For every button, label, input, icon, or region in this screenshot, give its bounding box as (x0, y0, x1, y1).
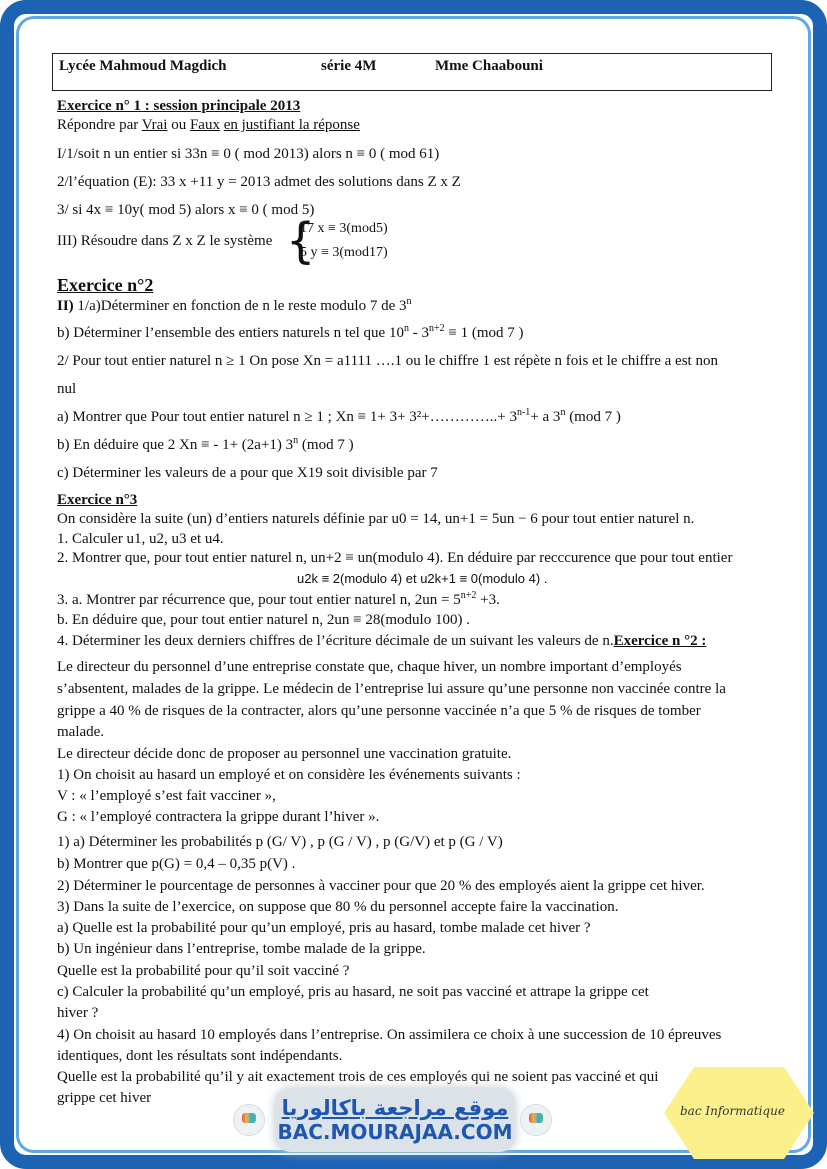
ex4-p20: Quelle est la probabilité qu’il y ait exactement trois de ces employés qui ne soient pas vacciné et qui (57, 1069, 659, 1085)
ex2-l3: 2/ Pour tout entier naturel n ≥ 1 On pose Xn = a1111 ….1 ou le chiffre 1 est répète n fois et le chiffre a est non (57, 353, 718, 369)
ex1-q2: 2/l’équation (E): 33 x +11 y = 2013 admet des solutions dans Z x Z (57, 174, 461, 190)
system-brace: { (286, 211, 316, 269)
ex3-l3: 2. Montrer que, pour tout entier naturel n, un+2 ≡ un(modulo 4). En déduire par recccurence que pour tout entier (57, 550, 733, 566)
site-url-link[interactable]: BAC.MOURAJAA.COM (277, 1120, 513, 1144)
ex4-p21: grippe cet hiver (57, 1090, 152, 1106)
site-logo-right-icon (520, 1104, 552, 1136)
ex1-instructions: Répondre par Vrai ou Faux en justifiant la réponse (57, 117, 360, 133)
ex4-p1: Le directeur du personnel d’une entreprise constate que, chaque hiver, un nombre important d’employés (57, 659, 682, 675)
site-name-arabic[interactable]: موقع مراجعة باكالوريا (281, 1096, 509, 1120)
ex2-l7: c) Déterminer les valeurs de a pour que X19 soit divisible par 7 (57, 465, 438, 481)
system-eq2: 5 y ≡ 3(mod17) (300, 245, 388, 260)
ex4-p16: c) Calculer la probabilité qu’un employé, pris au hasard, ne soit pas vacciné et attrape la grippe cet (57, 984, 649, 1000)
ex2-l6: b) En déduire que 2 Xn ≡ - 1+ (2a+1) 3$^n$ (mod 7 ) (57, 435, 354, 453)
ex1-q4: III) Résoudre dans Z x Z le système (57, 233, 273, 249)
ex3-l2: 1. Calculer u1, u2, u3 et u4. (57, 531, 224, 547)
ex4-p9: 1) a) Déterminer les probabilités p (G/ V) , p (G / V) , p (G/V) et p (G / V) (57, 834, 503, 850)
ex4-p7: V : « l’employé s’est fait vacciner », (57, 788, 276, 804)
ex4-p18: 4) On choisit au hasard 10 employés dans l’entreprise. On assimilera ce choix à une succession de 10 épreuves (57, 1027, 722, 1043)
ex4-p13: a) Quelle est la probabilité pour qu’un employé, pris au hasard, tombe malade cet hiver ? (57, 920, 591, 936)
ex4-p2: s’absentent, malades de la grippe. Le médecin de l’entreprise lui assure qu’une personne non vaccinée contre la (57, 681, 726, 697)
ex3-l1: On considère la suite (un) d’entiers naturels définie par u0 = 14, un+1 = 5un − 6 pour tout entier naturel n. (57, 511, 695, 527)
ex4-p11: 2) Déterminer le pourcentage de personnes à vacciner pour que 20 % des employés aient la grippe cet hiver. (57, 878, 705, 894)
serie-label: série 4M (321, 58, 377, 74)
ex4-p6: 1) On choisit au hasard un employé et on considère les événements suivants : (57, 767, 521, 783)
header-box (52, 53, 772, 91)
ex4-p12: 3) Dans la suite de l’exercice, on suppose que 80 % du personnel accepte faire la vaccination. (57, 899, 619, 915)
ex4-p15: Quelle est la probabilité pour qu’il soit vacciné ? (57, 963, 350, 979)
ex3-l7: 4. Déterminer les deux derniers chiffres de l’écriture décimale de un suivant les valeurs de n.Exercice n °2 : (57, 633, 707, 649)
system-eq1: 17 x ≡ 3(mod5) (300, 221, 388, 236)
site-logo-left-icon (233, 1104, 265, 1136)
ex4-p8: G : « l’employé contractera la grippe durant l’hiver ». (57, 809, 380, 825)
ex4-p19: identiques, dont les résultats sont indépendants. (57, 1048, 343, 1064)
site-badge[interactable] (275, 1088, 515, 1152)
ex4-p5: Le directeur décide donc de proposer au personnel une vaccination gratuite. (57, 746, 512, 762)
ex2-title: Exercice n°2 (57, 275, 154, 295)
ex2-l4: nul (57, 381, 77, 397)
ex1-q3: 3/ si 4x ≡ 10y( mod 5) alors x ≡ 0 ( mod 5) (57, 202, 315, 218)
ex4-p17: hiver ? (57, 1005, 99, 1021)
teacher-name: Mme Chaabouni (435, 58, 543, 74)
ex3-l4: u2k ≡ 2(modulo 4) et u2k+1 ≡ 0(modulo 4) . (297, 571, 548, 586)
ex3-l5: 3. a. Montrer par récurrence que, pour tout entier naturel n, $2un = 5^{n+2} +3$. (57, 590, 500, 608)
ex4-p14: b) Un ingénieur dans l’entreprise, tombe malade de la grippe. (57, 941, 426, 957)
ex4-p4: malade. (57, 724, 105, 740)
ex4-p10: b) Montrer que p(G) = 0,4 – 0,35 p(V) . (57, 856, 296, 872)
bac-informatique-label: bac Informatique (680, 1104, 785, 1118)
ex4-p3: grippe a 40 % de risques de la contracter, alors qu’une personne vaccinée n’a que 5 % de risques de tomber (57, 703, 701, 719)
ex2-l5: a) Montrer que Pour tout entier naturel n ≥ 1 ; Xn ≡ 1+ 3+ 3²+…………..+ $3^{n-1}+ a$ 3$^n$ (mod 7 ) (57, 407, 621, 425)
ex2-l1: II) 1/a)Déterminer en fonction de n le reste modulo 7 de 3$^n$ (57, 296, 412, 314)
school-name: Lycée Mahmoud Magdich (59, 58, 227, 74)
ex3-title: Exercice n°3 (57, 492, 138, 508)
ex3-l6: b. En déduire que, pour tout entier naturel n, 2un ≡ 28(modulo 100) . (57, 612, 470, 628)
ex1-title: Exercice n° 1 : session principale 2013 (57, 98, 301, 114)
ex2-l2: b) Déterminer l’ensemble des entiers naturels n tel que $10^n - 3^{n+2} \equiv 1$ (mod 7 ) (57, 323, 524, 341)
ex1-q1: I/1/soit n un entier si 33n ≡ 0 ( mod 2013) alors n ≡ 0 ( mod 61) (57, 146, 440, 162)
